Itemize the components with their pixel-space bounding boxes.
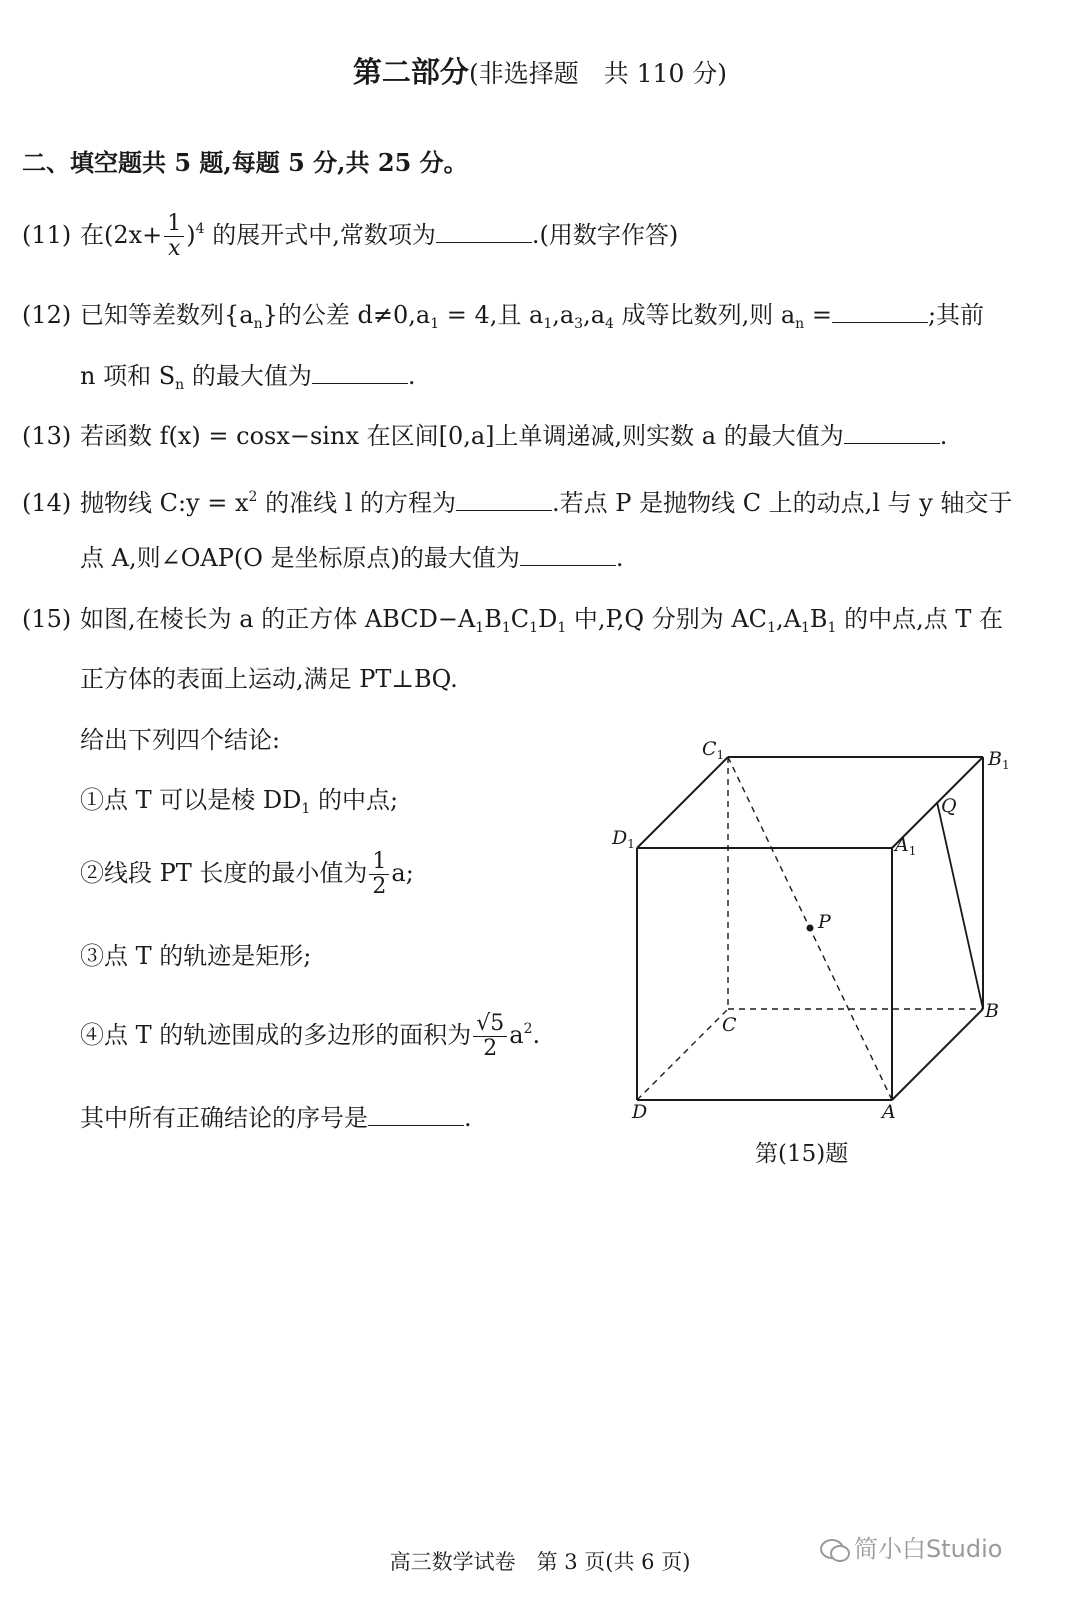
question-12-line-2: n 项和 $S_n$ 的最大值为 . — [80, 362, 416, 393]
label-C: C — [722, 1014, 737, 1036]
title-detail: (非选择题 共 110 分) — [468, 59, 728, 88]
segment-BQ — [937, 802, 983, 1009]
label-B1: $B_1$ — [988, 748, 1010, 772]
label-Q: Q — [941, 795, 957, 817]
edge-AB — [892, 1009, 983, 1100]
fraction: $\frac{√5}{2}$ — [473, 1012, 507, 1061]
answer-blank — [832, 300, 928, 323]
question-15-line-2: 正方体的表面上运动,满足 PT⊥BQ. — [80, 665, 458, 693]
label-A1: $A_1$ — [895, 834, 917, 858]
answer-blank — [436, 220, 532, 243]
fraction: $\frac{1}{x}$ — [164, 212, 184, 261]
question-13: (13) 若函数 f(x) = cosx−sinx 在区间[0,a]上单调递减,则实数 a 的最大值为 . — [22, 422, 948, 450]
answer-blank — [312, 361, 408, 384]
conclusion-1: ①点 T 可以是棱 $DD_1$ 的中点; — [80, 786, 399, 817]
edge-DC-hidden — [637, 1009, 728, 1100]
answer-blank — [844, 421, 940, 444]
label-P: P — [818, 911, 831, 933]
edge-D1C1 — [637, 757, 728, 848]
fraction: $\frac{1}{2}$ — [369, 850, 389, 899]
question-15-final: 其中所有正确结论的序号是 . — [80, 1104, 472, 1132]
point-P — [807, 925, 814, 932]
title-part: 第二部分 — [352, 55, 469, 89]
conclusion-4: ④点 T 的轨迹围成的多边形的面积为 $\frac{√5}{2}$ $a^2$. — [80, 1011, 541, 1061]
label-D: D — [632, 1101, 648, 1123]
question-number: (15) — [22, 605, 72, 633]
page-title — [0, 50, 1080, 91]
question-11: (11) 在(2x+ $\frac{1}{x}$ )$^4$ 的展开式中,常数项为 .(用数字作答) — [22, 211, 679, 261]
answer-blank — [368, 1103, 464, 1126]
label-D1: $D_1$ — [612, 827, 635, 851]
conclusion-3: ③点 T 的轨迹是矩形; — [80, 942, 312, 970]
question-number: (13) — [22, 422, 72, 450]
page-footer: 高三数学试卷 第 3 页(共 6 页) — [389, 1550, 691, 1574]
figure-caption: 第(15)题 — [755, 1141, 849, 1167]
section-heading: 二、填空题共 5 题,每题 5 分,共 25 分。 — [22, 148, 468, 177]
conclusion-2: ②线段 PT 长度的最小值为 $\frac{1}{2}$ a; — [80, 849, 414, 899]
label-C1: $C_1$ — [702, 738, 725, 762]
answer-blank — [456, 488, 552, 511]
question-15: (15) 如图,在棱长为 a 的正方体 $ABCD-A_1B_1C_1D_1$ 中,P,Q 分别为 $AC_1,A_1B_1$ 的中点,点 T 在 — [22, 605, 1003, 636]
question-12: (12) 已知等差数列$\{a_n\}$的公差 $d\ne 0,a_1 = 4$,且 $a_1,a_3,a_4$ 成等比数列,则 $a_n$ = ;其前 — [22, 301, 985, 332]
wechat-icon — [820, 1539, 850, 1561]
cube-figure — [600, 730, 1040, 1130]
question-14: (14) 抛物线 C:y = $x^2$ 的准线 l 的方程为 .若点 P 是抛物线 C 上的动点,l 与 y 轴交于 — [22, 489, 1013, 517]
label-A: A — [882, 1101, 896, 1123]
question-14-line-2: 点 A,则∠OAP(O 是坐标原点)的最大值为 . — [80, 544, 624, 572]
label-B: B — [985, 1000, 999, 1022]
question-15-prompt: 给出下列四个结论: — [80, 726, 281, 754]
answer-blank — [520, 543, 616, 566]
question-number: (12) — [22, 301, 72, 329]
question-number: (14) — [22, 489, 72, 517]
question-number: (11) — [22, 221, 72, 249]
watermark: 简小白Studio — [820, 1529, 1002, 1564]
